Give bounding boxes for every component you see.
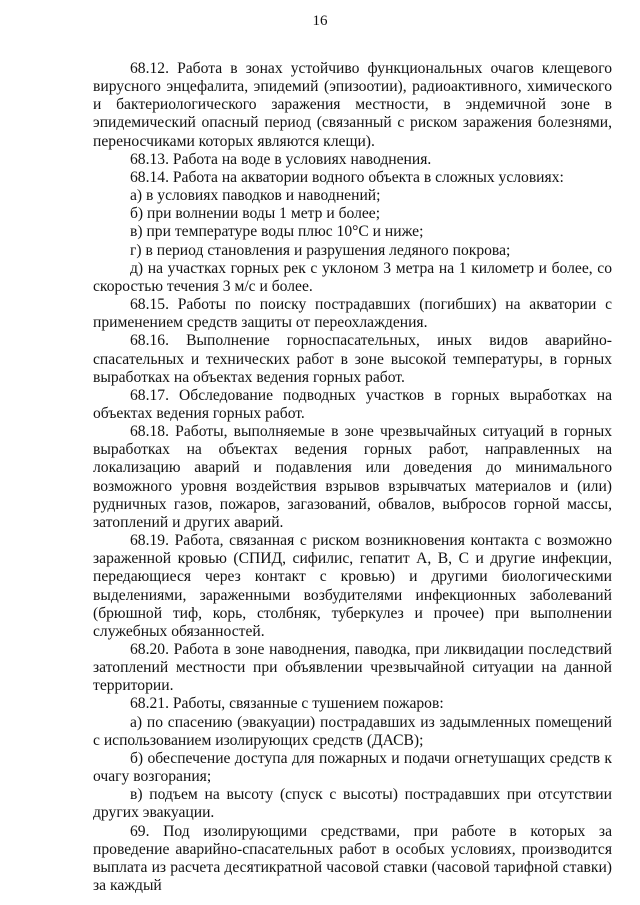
paragraph-69: 69. Под изолирующими средствами, при работе в которых за проведение аварийно-спасательных работ в особых условиях, производится выплата из расчета десятикратной часовой ставки (часовой тарифной ставки) за каждый <box>93 822 612 895</box>
paragraph-68-14: 68.14. Работа на акватории водного объекта в сложных условиях: <box>130 168 564 186</box>
paragraph-68-18: 68.18. Работы, выполняемые в зоне чрезвычайных ситуаций в горных выработках на объектах ведения горных работ, направленных на локализацию аварий и подавления или доведения до минимального возможного уровня воздействия взрывов взрывчатых материалов и (или) рудничных газов, пожаров, загазований, обвалов, выбросов горной массы, затоплений и других аварий. <box>93 423 612 531</box>
paragraph-68-16: 68.16. Выполнение горноспасательных, иных видов аварийно-спасательных и технических работ в зоне высокой температуры, в горных выработках на объектах ведения горных работ. <box>93 332 612 386</box>
page-number: 16 <box>312 13 328 29</box>
list-item-a: а) в условиях паводков и наводнений; <box>130 187 381 205</box>
list-item-v: в) при температуре воды плюс 10°С и ниже; <box>130 223 424 241</box>
paragraph-68-21: 68.21. Работы, связанные с тушением пожаров: <box>130 695 444 713</box>
list-item-d: д) на участках горных рек с уклоном 3 метра на 1 километр и более, со скоростью течения 3 м/с и более. <box>93 259 612 295</box>
paragraph-68-15: 68.15. Работы по поиску пострадавших (погибших) на акватории с применением средств защиты от переохлаждения. <box>93 296 612 332</box>
document-body <box>93 60 612 895</box>
paragraph-68-13: 68.13. Работа на воде в условиях наводнения. <box>130 150 432 168</box>
paragraph-68-12: 68.12. Работа в зонах устойчиво функциональных очагов клещевого вирусного энцефалита, эпидемий (эпизоотии), радиоактивного, химического и бактериологического заражения местности, в эндемичной зоне в эпидемический опасный период (связанный с риском заражения болезнями, переносчиками которых являются клещи). <box>93 60 612 150</box>
list-item-b: б) при волнении воды 1 метр и более; <box>130 205 381 223</box>
list-item-b-access: б) обеспечение доступа для пожарных и подачи огнетушащих средств к очагу возгорания; <box>93 749 612 786</box>
list-item-g: г) в период становления и разрушения ледяного покрова; <box>130 241 511 259</box>
list-item-a-evacuation: а) по спасению (эвакуации) пострадавших из задымленных помещений с использованием изолирующих средств (ДАСВ); <box>93 713 612 749</box>
paragraph-68-20: 68.20. Работа в зоне наводнения, паводка, при ликвидации последствий затоплений местности при объявлении чрезвычайной ситуации на данной территории. <box>93 641 612 695</box>
paragraph-68-19: 68.19. Работа, связанная с риском возникновения контакта с возможно зараженной кровью (СПИД, сифилис, гепатит А, В, С и другие инфекции, передающиеся через контакт с кровью) и другими биологическими выделениями, зараженными возбудителями инфекционных заболеваний (брюшной тиф, корь, столбняк, туберкулез и прочее) при выполнении служебных обязанностей. <box>93 532 612 640</box>
list-item-v-height: в) подъем на высоту (спуск с высоты) пострадавших при отсутствии других эвакуации. <box>93 786 612 822</box>
paragraph-68-17: 68.17. Обследование подводных участков в горных выработках на объектах ведения горных работ. <box>93 386 612 422</box>
